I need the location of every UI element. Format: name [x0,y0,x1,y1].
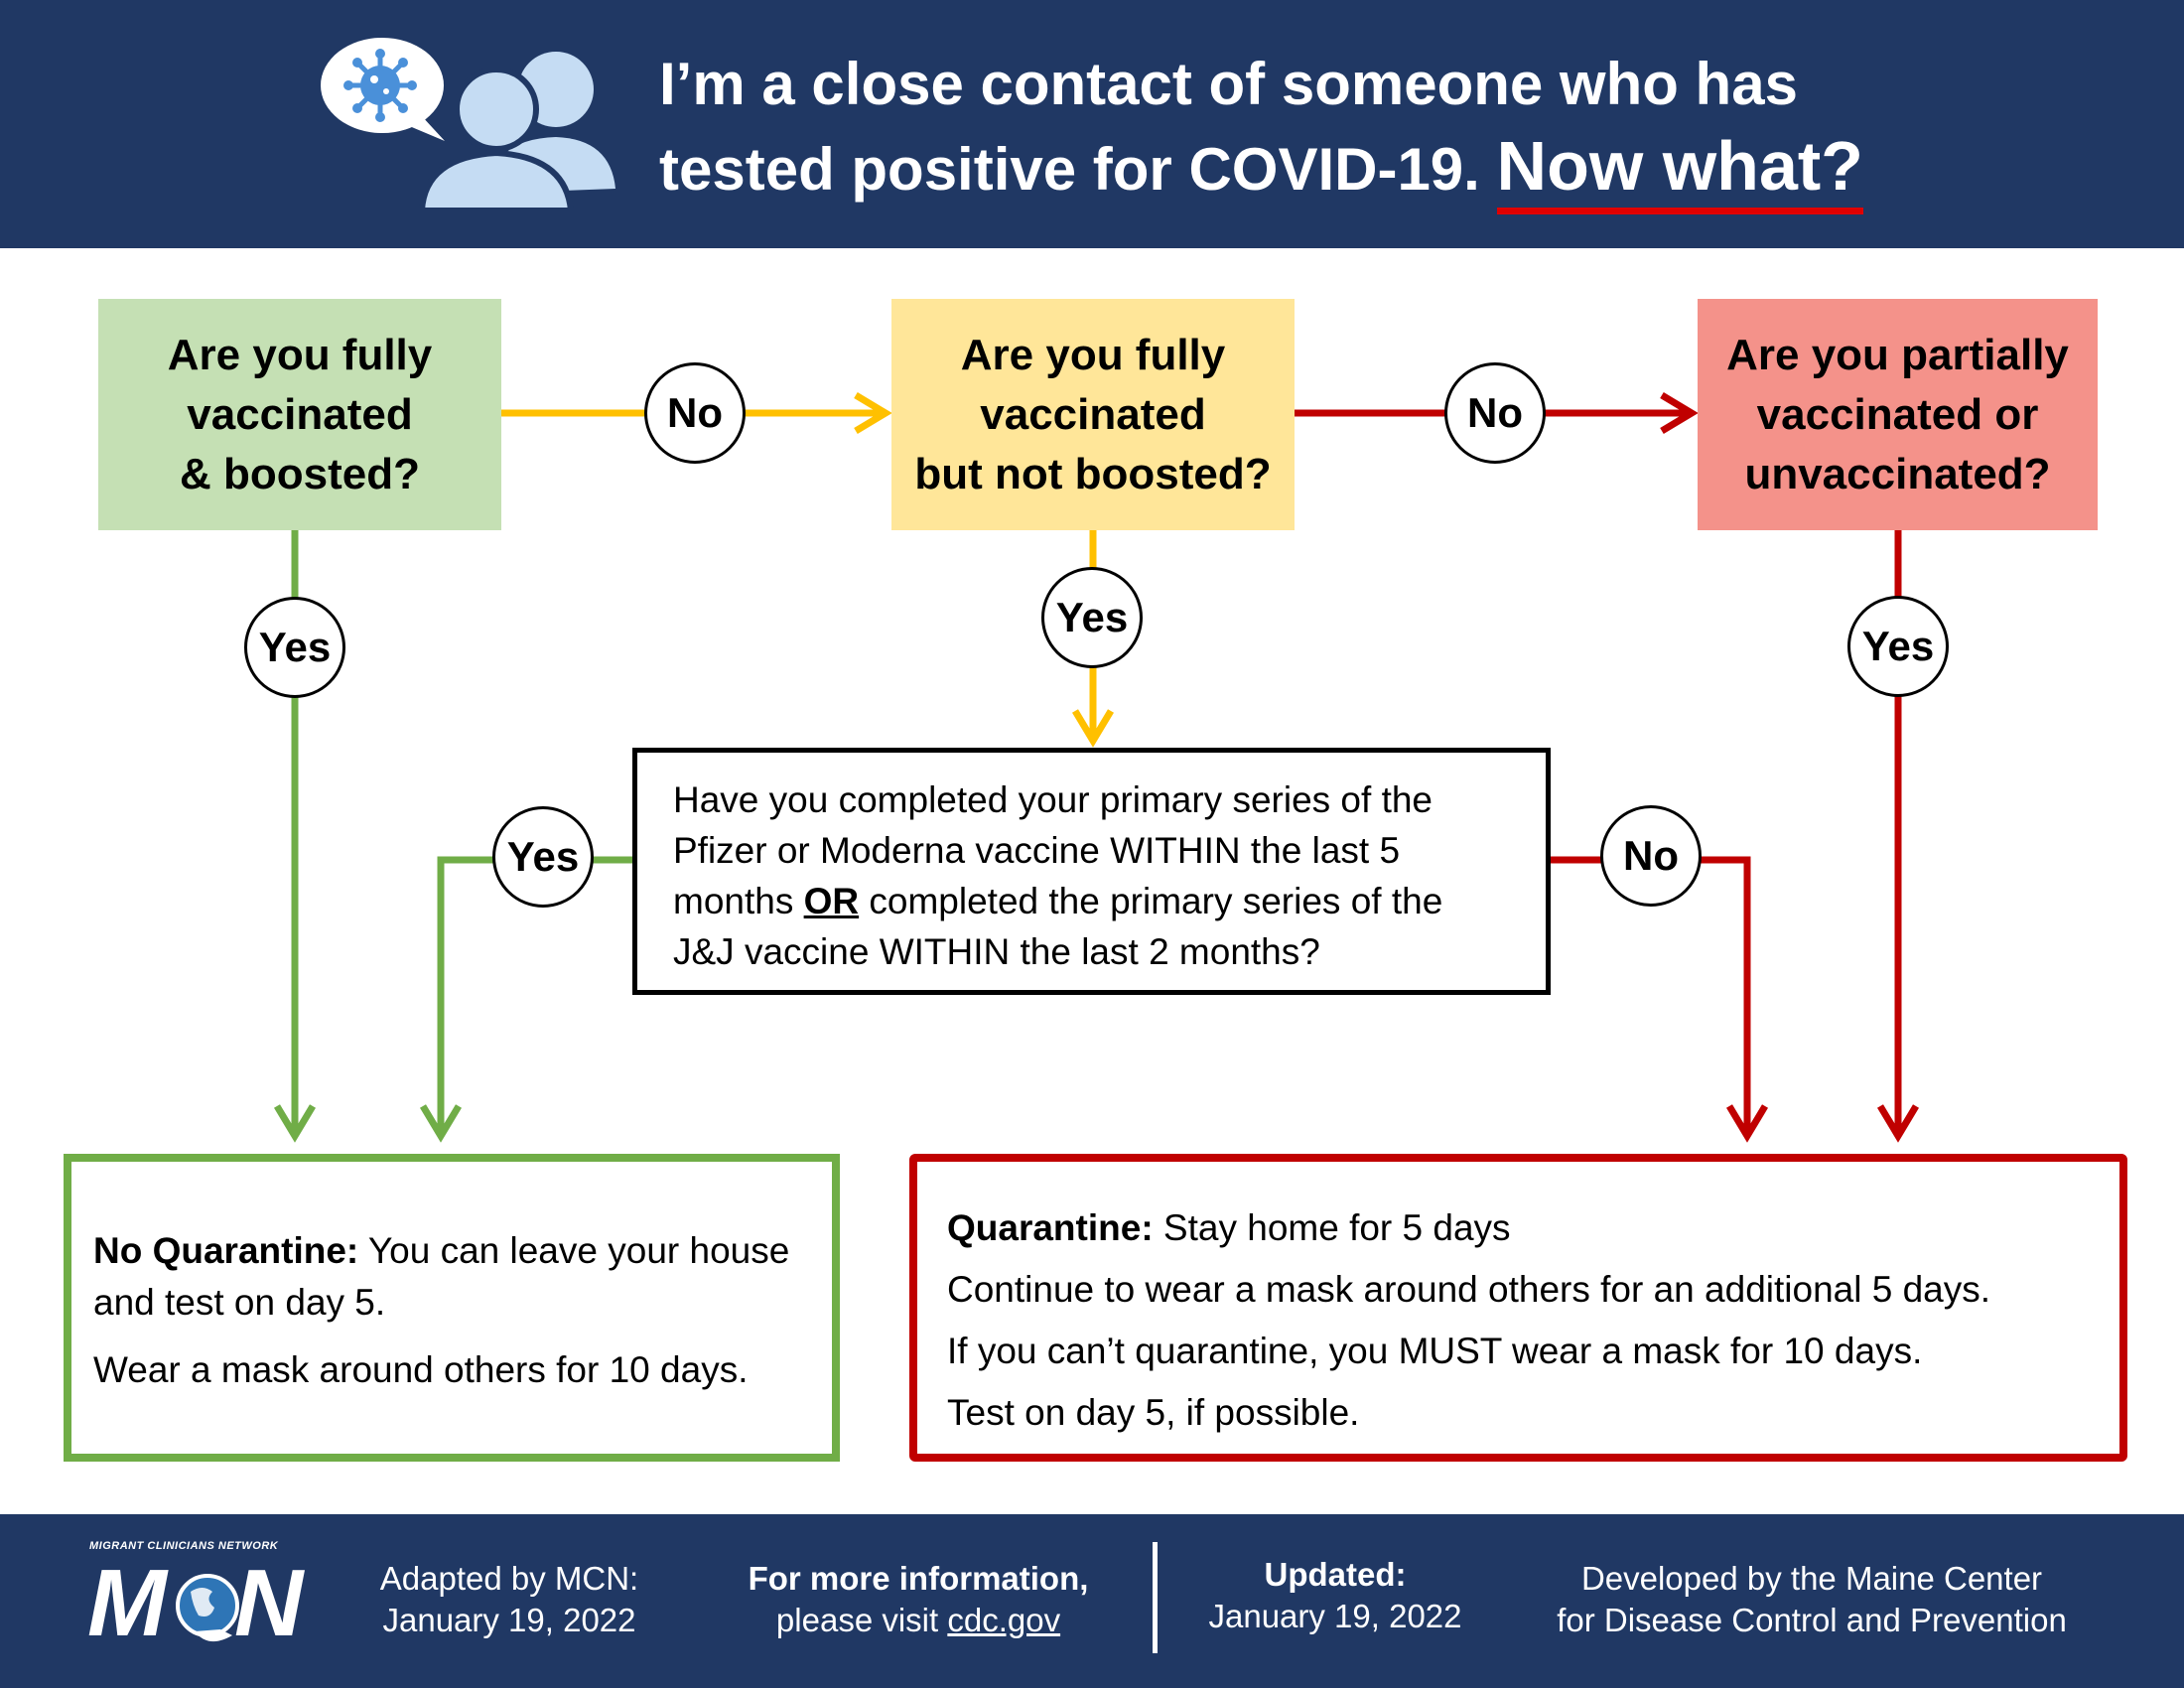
adapted-line-2: January 19, 2022 [382,1602,636,1638]
question-fully-vaccinated-not-boosted [891,299,1295,530]
developed-line-2: for Disease Control and Prevention [1557,1602,2067,1638]
no-circle-3: No [1600,805,1702,907]
title-line-2-text: tested positive for COVID-19. [659,136,1480,203]
outcome-quarantine-line3: If you can’t quarantine, you MUST wear a mask for 10 days. [947,1331,1923,1371]
question-text-part1: Have you completed your primary series of the Pfizer or Moderna vaccine WITHIN the last 5 months [673,779,1433,921]
cdc-link[interactable]: cdc.gov [947,1602,1061,1638]
no-circle-1: No [644,362,746,464]
title-emphasis: Now what? [1496,127,1863,205]
title-line-1: I’m a close contact of someone who has [659,51,1798,117]
outcome-quarantine-line1 [947,1197,2100,1259]
info-line-1: For more information, [748,1560,1089,1597]
question-line: vaccinated or [1756,389,2039,439]
outcome-quarantine [909,1154,2127,1462]
question-fully-vaccinated-boosted [98,299,501,530]
outcome-quarantine-line2: Continue to wear a mask around others for an additional 5 days. [947,1269,1991,1310]
question-line: & boosted? [180,449,420,498]
no-circle-2: No [1444,362,1546,464]
question-line: Are you fully [960,330,1226,379]
question-partially-vaccinated [1698,299,2098,530]
mcn-logo [87,1540,304,1664]
question-primary-series [632,748,1551,995]
updated-label: Updated: [1264,1556,1407,1593]
info-prefix: please visit [775,1602,948,1638]
logo-letter-m: M [87,1550,167,1656]
question-line: Are you fully [167,330,433,379]
adapted-line-1: Adapted by MCN: [379,1560,639,1597]
yes-circle-2: Yes [1041,567,1143,668]
developed-by [1529,1558,2095,1641]
footer-banner [0,1514,2184,1688]
yes-circle-3: Yes [1847,596,1949,697]
question-or: OR [803,881,860,921]
question-line: vaccinated [187,389,413,439]
yes-circle-4: Yes [492,806,594,908]
outcome-no-quarantine [64,1154,840,1462]
adapted-by [355,1558,663,1641]
more-info [725,1558,1112,1641]
question-text-part2: completed the primary series of the J&J vaccine WITHIN the last 2 months? [673,881,1443,972]
yes-circle-1: Yes [244,597,345,698]
globe-icon [175,1570,240,1651]
question-line: unvaccinated? [1744,449,2051,498]
outcome-heading: No Quarantine: [93,1230,359,1271]
outcome-mask-text: Wear a mask around others for 10 days. [93,1349,749,1390]
updated-date: January 19, 2022 [1208,1598,1462,1634]
logo-caption: MIGRANT CLINICIANS NETWORK [89,1540,279,1552]
outcome-text: Stay home for 5 days [1153,1207,1511,1248]
question-line: but not boosted? [914,449,1272,498]
question-line: vaccinated [980,389,1206,439]
developed-line-1: Developed by the Maine Center [1580,1560,2043,1597]
outcome-quarantine-line4: Test on day 5, if possible. [947,1392,1360,1433]
outcome-text: You can leave your house and test on day 5. [93,1230,790,1323]
outcome-heading: Quarantine: [947,1207,1154,1248]
updated [1186,1554,1484,1637]
footer-divider [1153,1542,1158,1653]
logo-letter-n: N [234,1550,304,1656]
outcome-no-quarantine-text [93,1225,812,1329]
question-line: Are you partially [1726,330,2069,379]
info-line-2 [725,1600,1112,1641]
